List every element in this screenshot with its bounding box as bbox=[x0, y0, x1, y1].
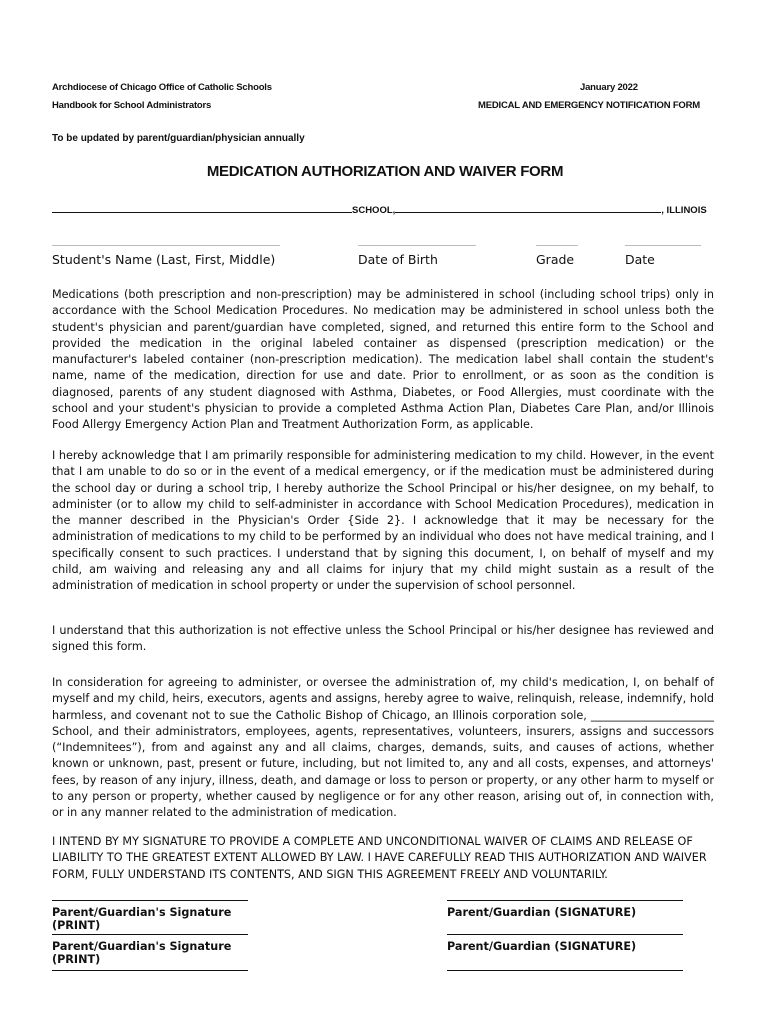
signature-2[interactable] bbox=[447, 934, 683, 953]
header-handbook: Handbook for School Administrators bbox=[52, 100, 212, 111]
print-signature-label-2: Parent/Guardian's Signature (PRINT) bbox=[52, 940, 232, 966]
school-line bbox=[52, 203, 707, 216]
student-name-label: Student's Name (Last, First, Middle) bbox=[52, 252, 276, 267]
paragraph-waiver: In consideration for agreeing to administer, or oversee the administration of, my child's medication, I, on behalf of myself and my child, heirs, executors, agents and assigns, hereby agree to waive, relinquish, release, indemnify, hold harmless, and covenant not to sue the Catholic Bishop of Chicago, an Illinois corporation sole, ______________________ School, and their administrators, employees, agents, representatives, volunteers, insurers, assigns and successors (“Indemnitees”), from and against any and all claims, charges, demands, suits, and causes of actions, whether known or unknown, past, present or future, including, but not limited to, any and all costs, expenses, and attorneys' fees, by reason of any injury, illness, death, and damage or loss to person or property, or any other harm to myself or to any person or property, whether caused by negligence or for any other reason, arising out of, in connection with, or in any manner related to the administration of medication. bbox=[52, 676, 714, 820]
print-signature-label-1: Parent/Guardian's Signature (PRINT) bbox=[52, 906, 232, 932]
signature-label-2: Parent/Guardian (SIGNATURE) bbox=[447, 940, 637, 953]
signature-1[interactable] bbox=[447, 900, 683, 919]
date-field[interactable] bbox=[625, 245, 701, 267]
print-signature-2[interactable] bbox=[52, 934, 248, 966]
header-form-type: MEDICAL AND EMERGENCY NOTIFICATION FORM bbox=[478, 100, 700, 111]
extra-signature-line-right[interactable] bbox=[447, 970, 683, 971]
dob-label: Date of Birth bbox=[358, 252, 438, 267]
student-name-field[interactable] bbox=[52, 245, 280, 267]
grade-field[interactable] bbox=[536, 245, 578, 267]
paragraph-medication-policy: Medications (both prescription and non-prescription) may be administered in school (including school trips) only in accordance with the School Medication Procedures. No medication may be administered in school unless both the student's physician and parent/guardian have completed, signed, and returned this entire form to the School and provided the medication in the original labeled container as dispensed (prescription medication) or the manufacturer's labeled container (non-prescription medication). The medication label shall contain the student's name, name of the medication, direction for use and date. Prior to enrollment, or as soon as the condition is diagnosed, parents of any student diagnosed with Asthma, Diabetes, or Food Allergies, must coordinate with the school and your student's physician to provide a completed Asthma Action Plan, Diabetes Care Plan, and/or Illinois Food Allergy Emergency Action Plan and Treatment Authorization Form, as applicable. bbox=[52, 288, 714, 432]
grade-label: Grade bbox=[536, 252, 575, 267]
paragraph-authorization: I hereby acknowledge that I am primarily responsible for administering medication to my child. However, in the event that I am unable to do so or in the event of a medical emergency, or if the medication must be administered during the school day or during a school trip, I hereby authorize the School Principal or his/her designee, on my behalf, to administer (or to allow my child to self-administer in accordance with School Medication Procedures), medication in the manner described in the Physician's Order {Side 2}. I acknowledge that it may be necessary for the administration of medications to my child to be performed by an individual who does not have medical training, and I specifically consent to such practices. I understand that by signing this document, I, on behalf of myself and my child, am waiving and releasing any and all claims for injury that my child might sustain as a result of the administration of medication in school property or under the supervision of school personnel. bbox=[52, 449, 714, 593]
paragraph-intent: I INTEND BY MY SIGNATURE TO PROVIDE A COMPLETE AND UNCONDITIONAL WAIVER OF CLAIMS AND RELEASE OF LIABILITY TO THE GREATEST EXTENT ALLOWED BY LAW. I HAVE CAREFULLY READ THIS AUTHORIZATION AND WAIVER FORM, FULLY UNDERSTAND ITS CONTENTS, AND SIGN THIS AGREEMENT FREELY AND VOLUNTARILY. bbox=[52, 835, 707, 881]
header-date: January 2022 bbox=[580, 82, 638, 93]
illinois-label: , ILLINOIS bbox=[661, 205, 707, 216]
school-label: SCHOOL, bbox=[352, 205, 396, 216]
extra-signature-line-left[interactable] bbox=[52, 970, 248, 971]
header-org: Archdiocese of Chicago Office of Catholic Schools bbox=[52, 82, 272, 93]
dob-field[interactable] bbox=[358, 245, 476, 267]
print-signature-1[interactable] bbox=[52, 900, 248, 932]
signature-label-1: Parent/Guardian (SIGNATURE) bbox=[447, 906, 637, 919]
form-title: MEDICATION AUTHORIZATION AND WAIVER FORM bbox=[206, 163, 564, 180]
school-city-input-line[interactable] bbox=[395, 203, 661, 213]
school-name-input-line[interactable] bbox=[52, 203, 352, 213]
update-note: To be updated by parent/guardian/physician annually bbox=[52, 133, 305, 144]
date-label: Date bbox=[625, 252, 655, 267]
paragraph-effectiveness: I understand that this authorization is not effective unless the School Principal or his/her designee has reviewed and signed this form. bbox=[52, 624, 714, 654]
